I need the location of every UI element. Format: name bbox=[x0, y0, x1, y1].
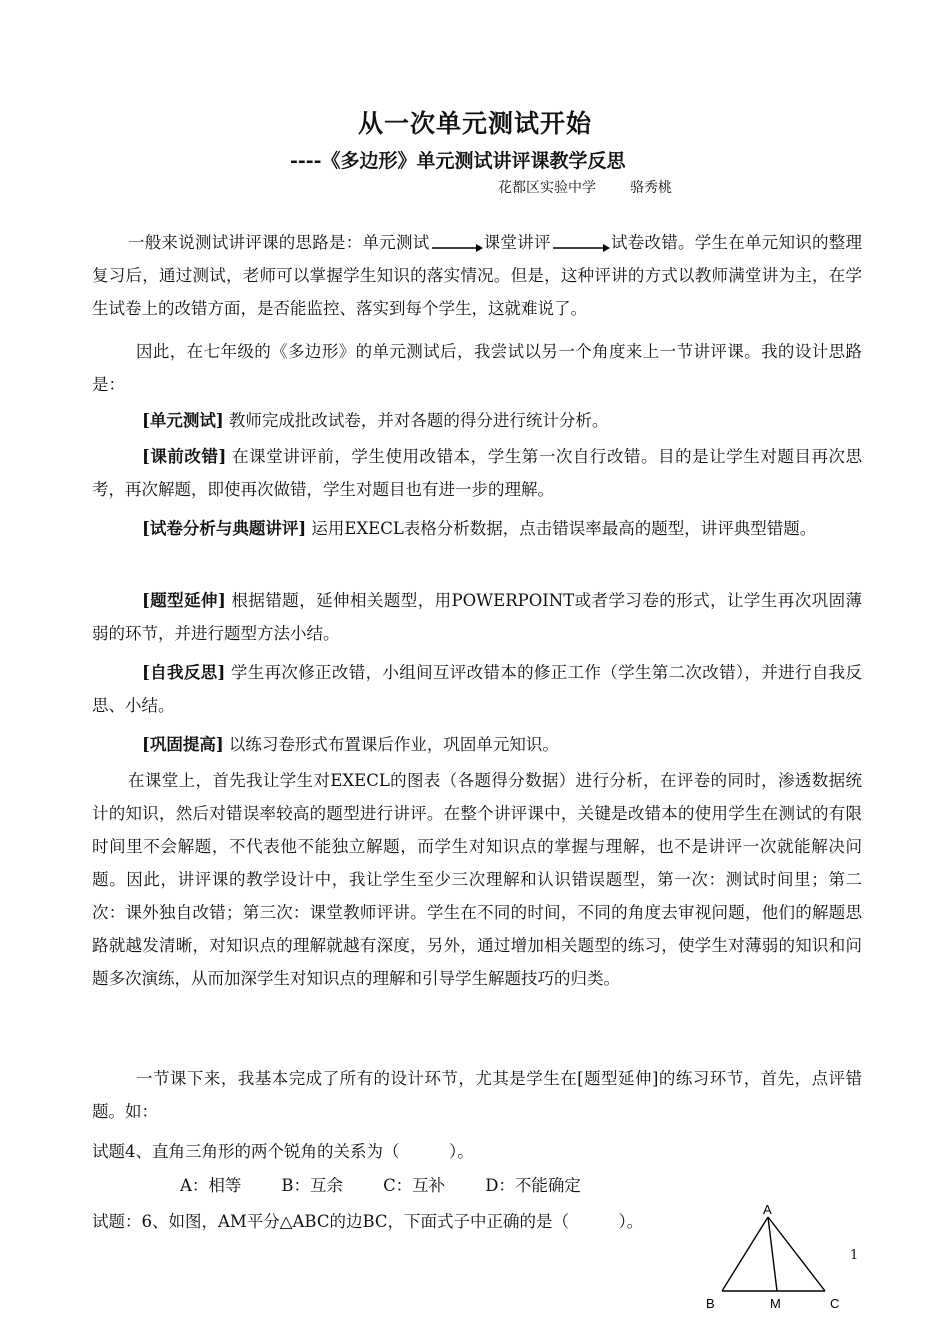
step-item: [自我反思] 学生再次修正改错，小组间互评改错本的修正工作（学生第二次改错），并进行自我反思、小结。 bbox=[92, 663, 863, 715]
step-item: [试卷分析与典题讲评] 运用EXECL表格分析数据，点击错误率最高的题型，讲评典型错题。 bbox=[142, 519, 817, 538]
step-label: 题型延伸 bbox=[149, 591, 218, 610]
page-number: 1 bbox=[850, 1248, 859, 1263]
vertex-label-a: A bbox=[763, 1202, 772, 1217]
option-c: C：互补 bbox=[383, 1176, 446, 1195]
author-name: 骆秀桃 bbox=[630, 180, 672, 196]
paragraph-classroom: 在课堂上，首先我让学生对EXECL的图表（各题得分数据）进行分析，在评卷的同时，渗透数据统计的知识，然后对错误率较高的题型进行讲评。在整个讲评课中，关键是改错本的使用学生在测试的有限时间里不会解题，不代表他不能独立解题，而学生对知识点的掌握与理解，也不是讲评一次就能解决问题。因此，讲评课的教学设计中，我让学生至少三次理解和认识错误题型，第一次：测试时间里；第二次：课外独自改错；第三次：课堂教师评讲。学生在不同的时间，不同的角度去审视问题，他们的解题思路就越发清晰，对知识点的理解就越有深度，另外，通过增加相关题型的练习，使学生对薄弱的知识和问题多次演练，从而加深学生对知识点的理解和引导学生解题技巧的归类。 bbox=[92, 771, 862, 988]
paragraph-intro bbox=[92, 226, 862, 325]
author-line bbox=[498, 177, 706, 197]
step-text: 根据错题，延伸相关题型，用POWERPOINT或者学习卷的形式，让学生再次巩固薄弱的环节，并进行题型方法小结。 bbox=[92, 591, 863, 643]
document-title: 从一次单元测试开始 bbox=[357, 109, 592, 138]
step-text: 以练习卷形式布置课后作业，巩固单元知识。 bbox=[228, 735, 559, 754]
question-4-options bbox=[180, 1172, 621, 1196]
step-label: 课前改错 bbox=[149, 447, 219, 466]
triangle-figure bbox=[700, 1196, 850, 1331]
vertex-label-c: C bbox=[830, 1296, 840, 1311]
flow-arrow-icon bbox=[551, 236, 611, 252]
step-label: 自我反思 bbox=[149, 663, 218, 682]
step-item: [题型延伸] 根据错题，延伸相关题型，用POWERPOINT或者学习卷的形式，让学生再次巩固薄弱的环节，并进行题型方法小结。 bbox=[92, 591, 863, 643]
step-label: 巩固提高 bbox=[149, 735, 216, 754]
vertex-label-b: B bbox=[706, 1296, 715, 1311]
step-text: 教师完成批改试卷，并对各题的得分进行统计分析。 bbox=[228, 411, 609, 430]
step-text: 在课堂讲评前，学生使用改错本，学生第一次自行改错。目的是让学生对题目再次思考，再次解题，即使再次做错，学生对题目也有进一步的理解。 bbox=[92, 447, 863, 499]
intro-rest: 知识的整理复习后，通过测试，老师可以掌握学生知识的落实情况。但是，这种评讲的方式以教师满堂讲为主，在学生试卷上的改错方面，是否能监控、落实到每个学生，这就难说了。 bbox=[92, 233, 862, 318]
intro-step-1: 一般来说测试讲评课的思路是：单元测试 bbox=[128, 233, 430, 252]
paragraph-design: 因此，在七年级的《多边形》的单元测试后，我尝试以另一个角度来上一节讲评课。我的设计思路是： bbox=[92, 342, 862, 394]
question-6-stem: 试题：6、如图，AM平分△ABC的边BC，下面式子中正确的是（ ）。 bbox=[92, 1212, 644, 1231]
flow-arrow-icon bbox=[430, 236, 484, 252]
intro-step-3: 试卷改错。学生在单元 bbox=[610, 233, 779, 252]
point-label-m: M bbox=[770, 1296, 781, 1311]
intro-step-2: 课堂讲评 bbox=[483, 233, 551, 252]
option-b: B：互余 bbox=[281, 1176, 344, 1195]
step-item: [课前改错] 在课堂讲评前，学生使用改错本，学生第一次自行改错。目的是让学生对题目再次思考，再次解题，即使再次做错，学生对题目也有进一步的理解。 bbox=[92, 447, 863, 499]
step-item: [单元测试] 教师完成批改试卷，并对各题的得分进行统计分析。 bbox=[142, 411, 609, 430]
option-a: A：相等 bbox=[180, 1176, 242, 1195]
step-text: 运用EXECL表格分析数据，点击错误率最高的题型，讲评典型错题。 bbox=[311, 519, 817, 538]
author-school: 花都区实验中学 bbox=[498, 180, 596, 196]
question-4-stem: 试题4、直角三角形的两个锐角的关系为（ ）。 bbox=[92, 1142, 474, 1161]
step-text: 学生再次修正改错，小组间互评改错本的修正工作（学生第二次改错），并进行自我反思、小结。 bbox=[92, 663, 863, 715]
step-label: 试卷分析与典题讲评 bbox=[149, 519, 299, 538]
step-label: 单元测试 bbox=[149, 411, 216, 430]
paragraph-summary: 一节课下来，我基本完成了所有的设计环节，尤其是学生在[题型延伸]的练习环节，首先，点评错题。如： bbox=[92, 1069, 862, 1121]
option-d: D：不能确定 bbox=[485, 1176, 581, 1195]
document-subtitle: ----《多边形》单元测试讲评课教学反思 bbox=[290, 150, 626, 172]
step-item: [巩固提高] 以练习卷形式布置课后作业，巩固单元知识。 bbox=[142, 735, 559, 754]
